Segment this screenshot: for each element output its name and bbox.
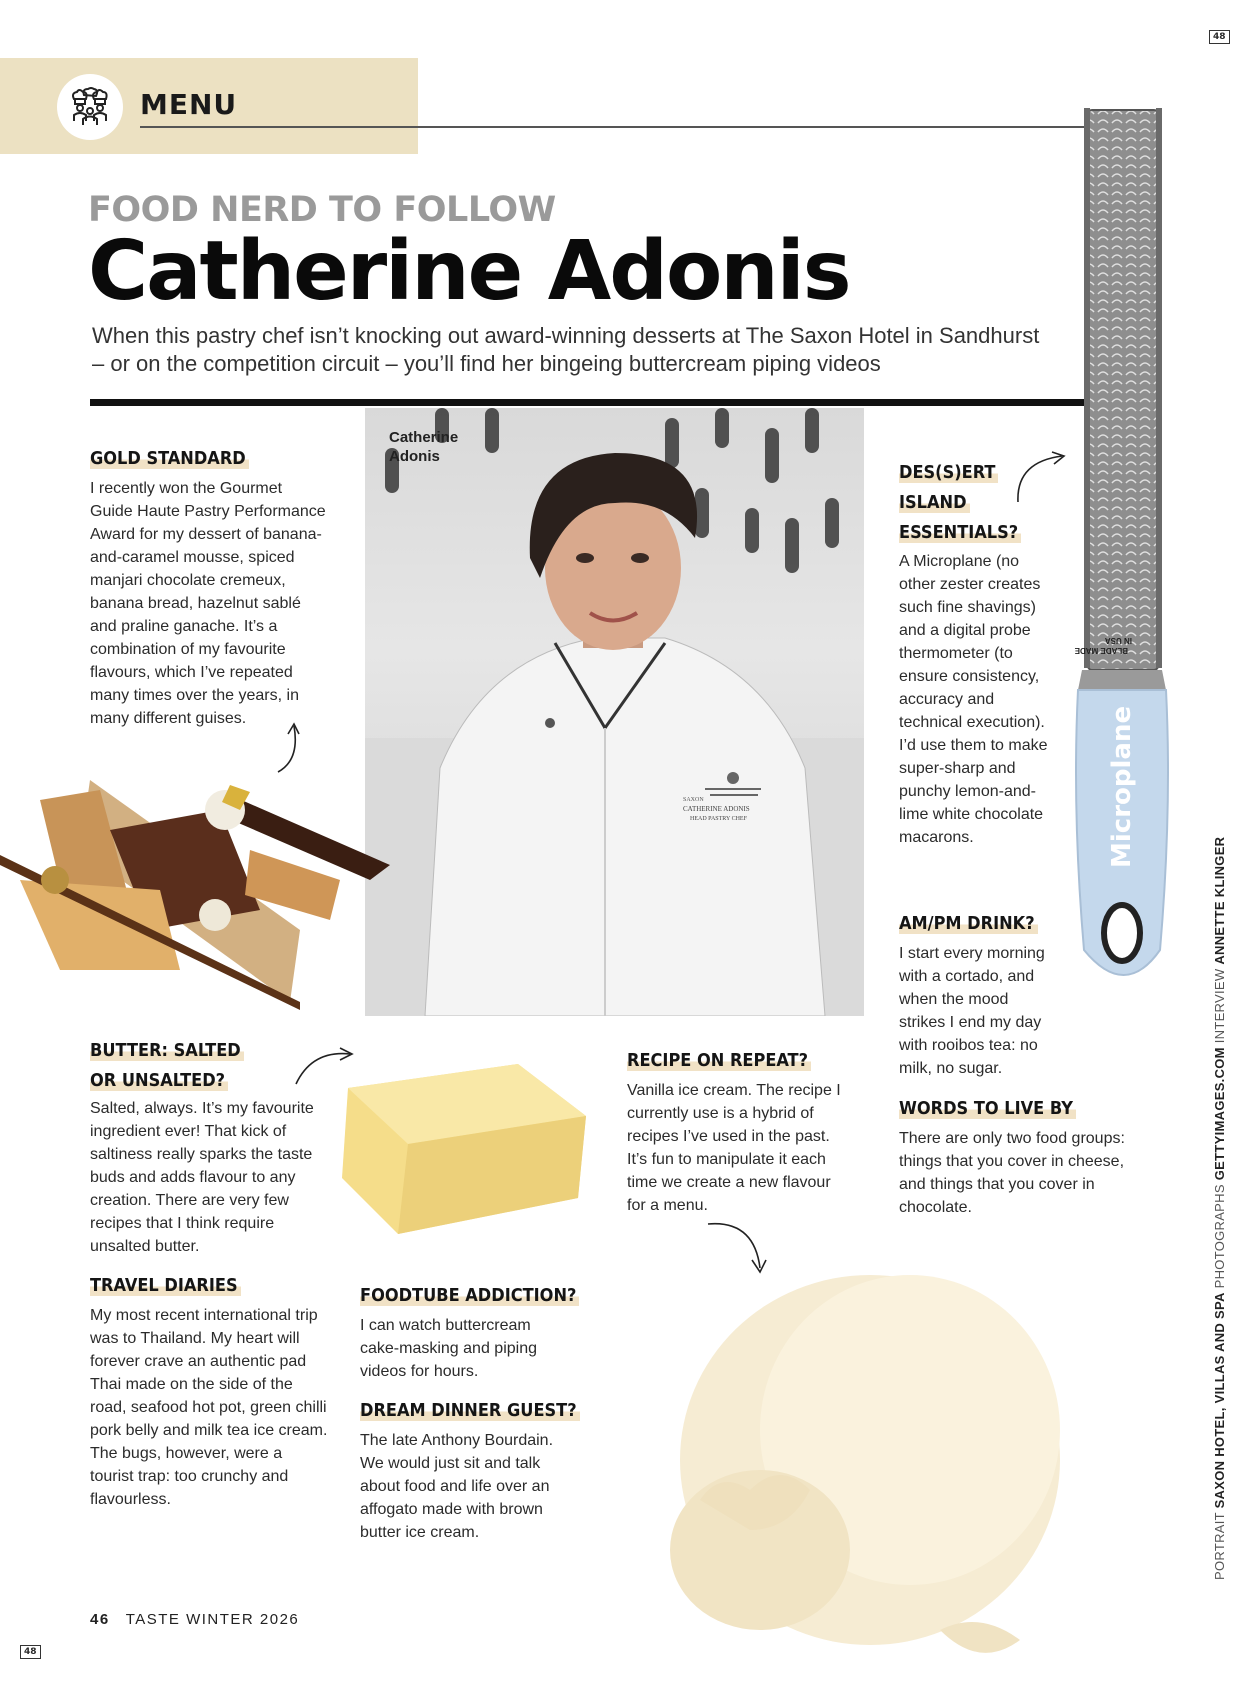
folio <box>90 1611 299 1628</box>
standfirst: When this pastry chef isn’t knocking out award-winning desserts at The Saxon Hotel in Sandhurst – or on the competition circuit – you’ll find her bingeing buttercream piping videos <box>92 323 1040 376</box>
butter-text: Salted, always. It’s my favourite ingredient ever! That kick of saltiness really sparks the taste buds and adds flavour to any creation. There are very few recipes that I think require unsalted butter. <box>90 1100 314 1255</box>
gold-standard-text: I recently won the Gourmet Guide Haute Pastry Performance Award for my dessert of banana-and-caramel mousse, spiced manjari chocolate cremeux, banana bread, hazelnut sablé and praline ganache. It’s a combination of my favourite flavours, which I’ve repeated many times over the years, in many different guises. <box>90 480 326 727</box>
section-rule <box>140 126 1095 128</box>
island-heading-line3: ESSENTIALS? <box>899 522 1021 543</box>
folio-page-number: 46 <box>90 1611 110 1628</box>
jacket-embroidery-line3: HEAD PASTRY CHEF <box>690 816 747 822</box>
page-number-box-bottom: 48 <box>20 1645 41 1659</box>
divider-rule <box>90 399 1087 406</box>
island-text: A Microplane (no other zester creates such fine shavings) and a digital probe thermometer (to ensure consistency, accuracy and technical execution). I’d use them to make super-sharp and punchy lemon-and-lime white chocolate macarons. <box>899 553 1048 846</box>
microplane-grater-image <box>1068 108 1174 988</box>
words-heading: WORDS TO LIVE BY <box>899 1098 1076 1119</box>
butter-heading-line2: OR UNSALTED? <box>90 1070 228 1091</box>
kicker: FOOD NERD TO FOLLOW <box>88 190 556 230</box>
butter-heading-line1: BUTTER: SALTED <box>90 1040 244 1061</box>
dinner-text: The late Anthony Bourdain. We would just sit and talk about food and life over an affogato made with brown butter ice cream. <box>360 1432 554 1541</box>
recipe-text: Vanilla ice cream. The recipe I currently use is a hybrid of recipes I’ve used in the past. It’s fun to manipulate it each time we create a new flavour for a menu. <box>627 1082 841 1214</box>
ice-cream-image <box>640 1250 1080 1670</box>
grater-stamp-line2: IN USA <box>1104 636 1132 645</box>
words-text: There are only two food groups: things that you cover in cheese, and things that you cover in chocolate. <box>899 1130 1125 1216</box>
grater-brand: Microplane <box>1107 705 1137 868</box>
section-label: MENU <box>140 88 238 121</box>
page-title: Catherine Adonis <box>88 224 850 319</box>
arrow-butter-icon <box>292 1044 356 1088</box>
chefs-icon <box>57 74 123 140</box>
jacket-embroidery-line2: CATHERINE ADONIS <box>683 805 750 813</box>
foodtube-heading: FOODTUBE ADDICTION? <box>360 1285 579 1306</box>
page-number-box-top: 48 <box>1209 30 1230 44</box>
ampm-heading: AM/PM DRINK? <box>899 913 1038 934</box>
chef-portrait <box>365 408 864 1016</box>
grater-stamp-line1: BLADE MADE <box>1074 646 1128 655</box>
island-heading <box>899 458 1021 548</box>
island-heading-line1: DES(S)ERT <box>899 462 998 483</box>
travel-heading: TRAVEL DIARIES <box>90 1275 241 1296</box>
folio-magazine: TASTE WINTER 2026 <box>125 1611 300 1628</box>
foodtube-text: I can watch buttercream cake-masking and piping videos for hours. <box>360 1317 537 1380</box>
gold-standard-heading: GOLD STANDARD <box>90 448 249 469</box>
recipe-heading: RECIPE ON REPEAT? <box>627 1050 811 1071</box>
butter-heading <box>90 1036 244 1096</box>
jacket-embroidery-line1: SAXON <box>683 797 704 803</box>
island-heading-line2: ISLAND <box>899 492 970 513</box>
dinner-heading: DREAM DINNER GUEST? <box>360 1400 580 1421</box>
travel-text: My most recent international trip was to Thailand. My heart will forever crave an authentic pad Thai made on the side of the road, seafood hot pot, green chilli pork belly and milk tea ice cream. The bugs, however, were a tourist trap: too crunchy and flavourless. <box>90 1307 328 1508</box>
photo-caption: Catherine Adonis <box>389 429 459 465</box>
arrow-recipe-icon <box>704 1218 768 1274</box>
dessert-image <box>0 770 400 1010</box>
butter-image <box>338 1058 588 1238</box>
ampm-text: I start every morning with a cortado, and when the mood strikes I end my day with rooibos tea: no milk, no sugar. <box>899 945 1045 1077</box>
photo-credits: PORTRAIT SAXON HOTEL, VILLAS AND SPA PHOTOGRAPHS GETTYIMAGES.COM INTERVIEW ANNETTE KLINGER <box>1212 836 1227 1580</box>
